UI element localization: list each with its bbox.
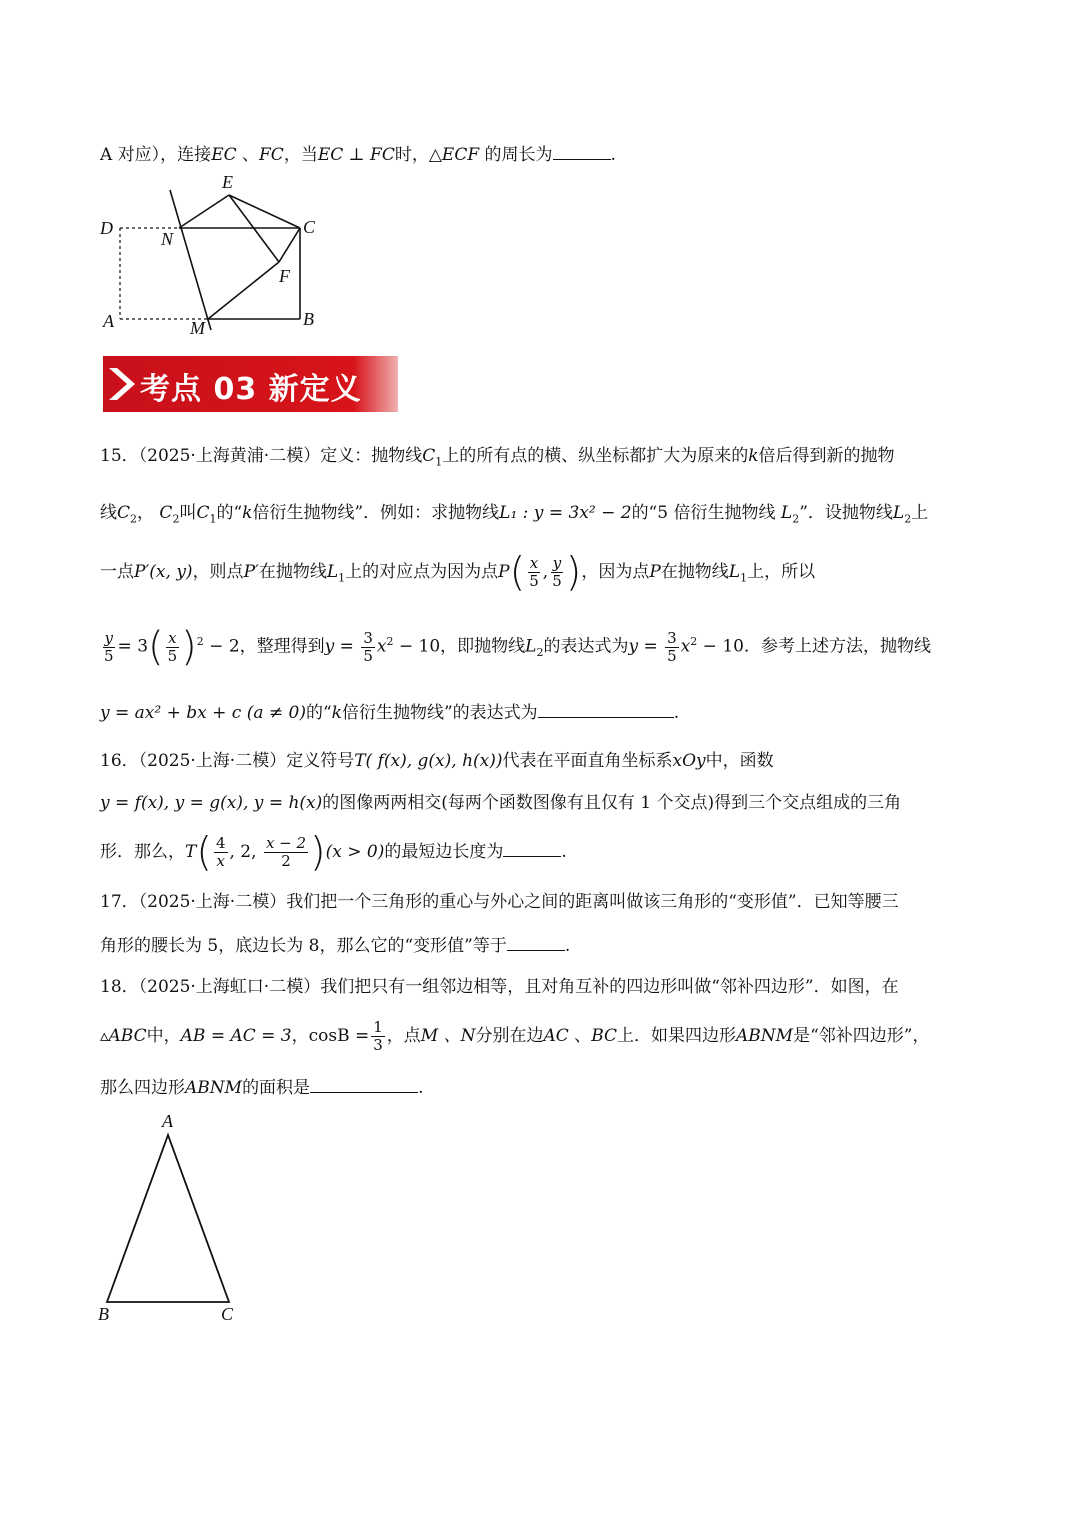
label-F: F bbox=[279, 266, 290, 286]
triangle-ABC bbox=[107, 1135, 229, 1302]
q18-line1: 18．（2025·上海虹口·二模）我们把只有一组邻边相等，且对角互补的四边形叫做“邻补四边形”．如图，在 bbox=[100, 977, 899, 997]
label-triangle-B: B bbox=[98, 1304, 109, 1324]
segment-NE bbox=[179, 195, 229, 228]
label-triangle-C: C bbox=[221, 1304, 234, 1324]
q18-line2: ▵ABC中，AB = AC = 3，cosB = $\frac{1}{3}$ ，点M 、N分别在边AC 、BC上．如果四边形ABNM是“邻补四边形”， bbox=[100, 1018, 930, 1054]
answer-blank[interactable] bbox=[503, 838, 561, 857]
q17-line2: 角形的腰长为 5，底边长为 8，那么它的“变形值”等于 . bbox=[100, 932, 570, 958]
label-E: E bbox=[222, 172, 233, 192]
q18-line3: 那么四边形ABNM的面积是 . bbox=[100, 1074, 423, 1100]
q15-line1: 15．（2025·上海黄浦·二模）定义：抛物线$C_1$上的所有点的横、纵坐标都扩大为原来的k倍后得到新的抛物 bbox=[100, 446, 895, 469]
q17-line1: 17．（2025·上海·二模）我们把一个三角形的重心与外心之间的距离叫做该三角形的“变形值”．已知等腰三 bbox=[100, 892, 899, 912]
label-M: M bbox=[190, 318, 205, 338]
answer-blank[interactable] bbox=[310, 1074, 418, 1093]
answer-blank[interactable] bbox=[507, 932, 565, 951]
label-triangle-A: A bbox=[162, 1111, 173, 1131]
q14-tail-line: A 对应），连接EC 、FC，当EC ⊥ FC时，△ECF 的周长为 . bbox=[100, 141, 616, 167]
label-N: N bbox=[161, 229, 174, 249]
label-B: B bbox=[303, 309, 314, 329]
q16-line2: y = f(x), y = g(x), y = h(x)的图像两两相交(每两个函数图像有且仅有 1 个交点)得到三个交点组成的三角 bbox=[100, 793, 902, 813]
q15-line4: $\frac{y}{5}$ = 3( $\frac{x}{5}$ )$^2$ − 2，整理得到y = $\frac{3}{5}$ $x^2 - 10$，即抛物线$L_2$的表达式为y = $\frac{3}{5}$ $x^2 - 10$．参考上述方法，抛物线 bbox=[104, 624, 931, 671]
section-title: 考点 03 新定义 bbox=[140, 372, 362, 407]
q15-line3: 一点P′(x, y)，则点P′在抛物线$L_1$上的对应点为因为点P( $\frac{x}{5}$ , $\frac{y}{5}$ )，因为点P在抛物线$L_1$上，所以 bbox=[100, 549, 816, 596]
segment-CF bbox=[279, 228, 300, 262]
label-A: A bbox=[103, 311, 114, 331]
q15-line5: y = ax² + bx + c (a ≠ 0)的“k倍衍生抛物线”的表达式为 . bbox=[100, 699, 679, 725]
label-D: D bbox=[100, 218, 113, 238]
segment-EC bbox=[229, 195, 300, 228]
label-C: C bbox=[303, 217, 316, 237]
q16-line1: 16．（2025·上海·二模）定义符号T( f(x), g(x), h(x))代表在平面直角坐标系xOy中，函数 bbox=[100, 751, 774, 771]
answer-blank[interactable] bbox=[538, 699, 674, 718]
q16-line3: 形．那么，T( $\frac{4}{x}$ , 2, $\frac{x - 2}{2}$ )(x > 0)的最短边长度为 . bbox=[100, 829, 567, 876]
segment-FM bbox=[208, 262, 279, 319]
q15-line2: 线$C_2$， $C_2$叫$C_1$的“k倍衍生抛物线”．例如：求抛物线L₁ : y = 3x² − 2的“5 倍衍生抛物线 $L_2$”．设抛物线$L_2$上 bbox=[100, 503, 929, 526]
